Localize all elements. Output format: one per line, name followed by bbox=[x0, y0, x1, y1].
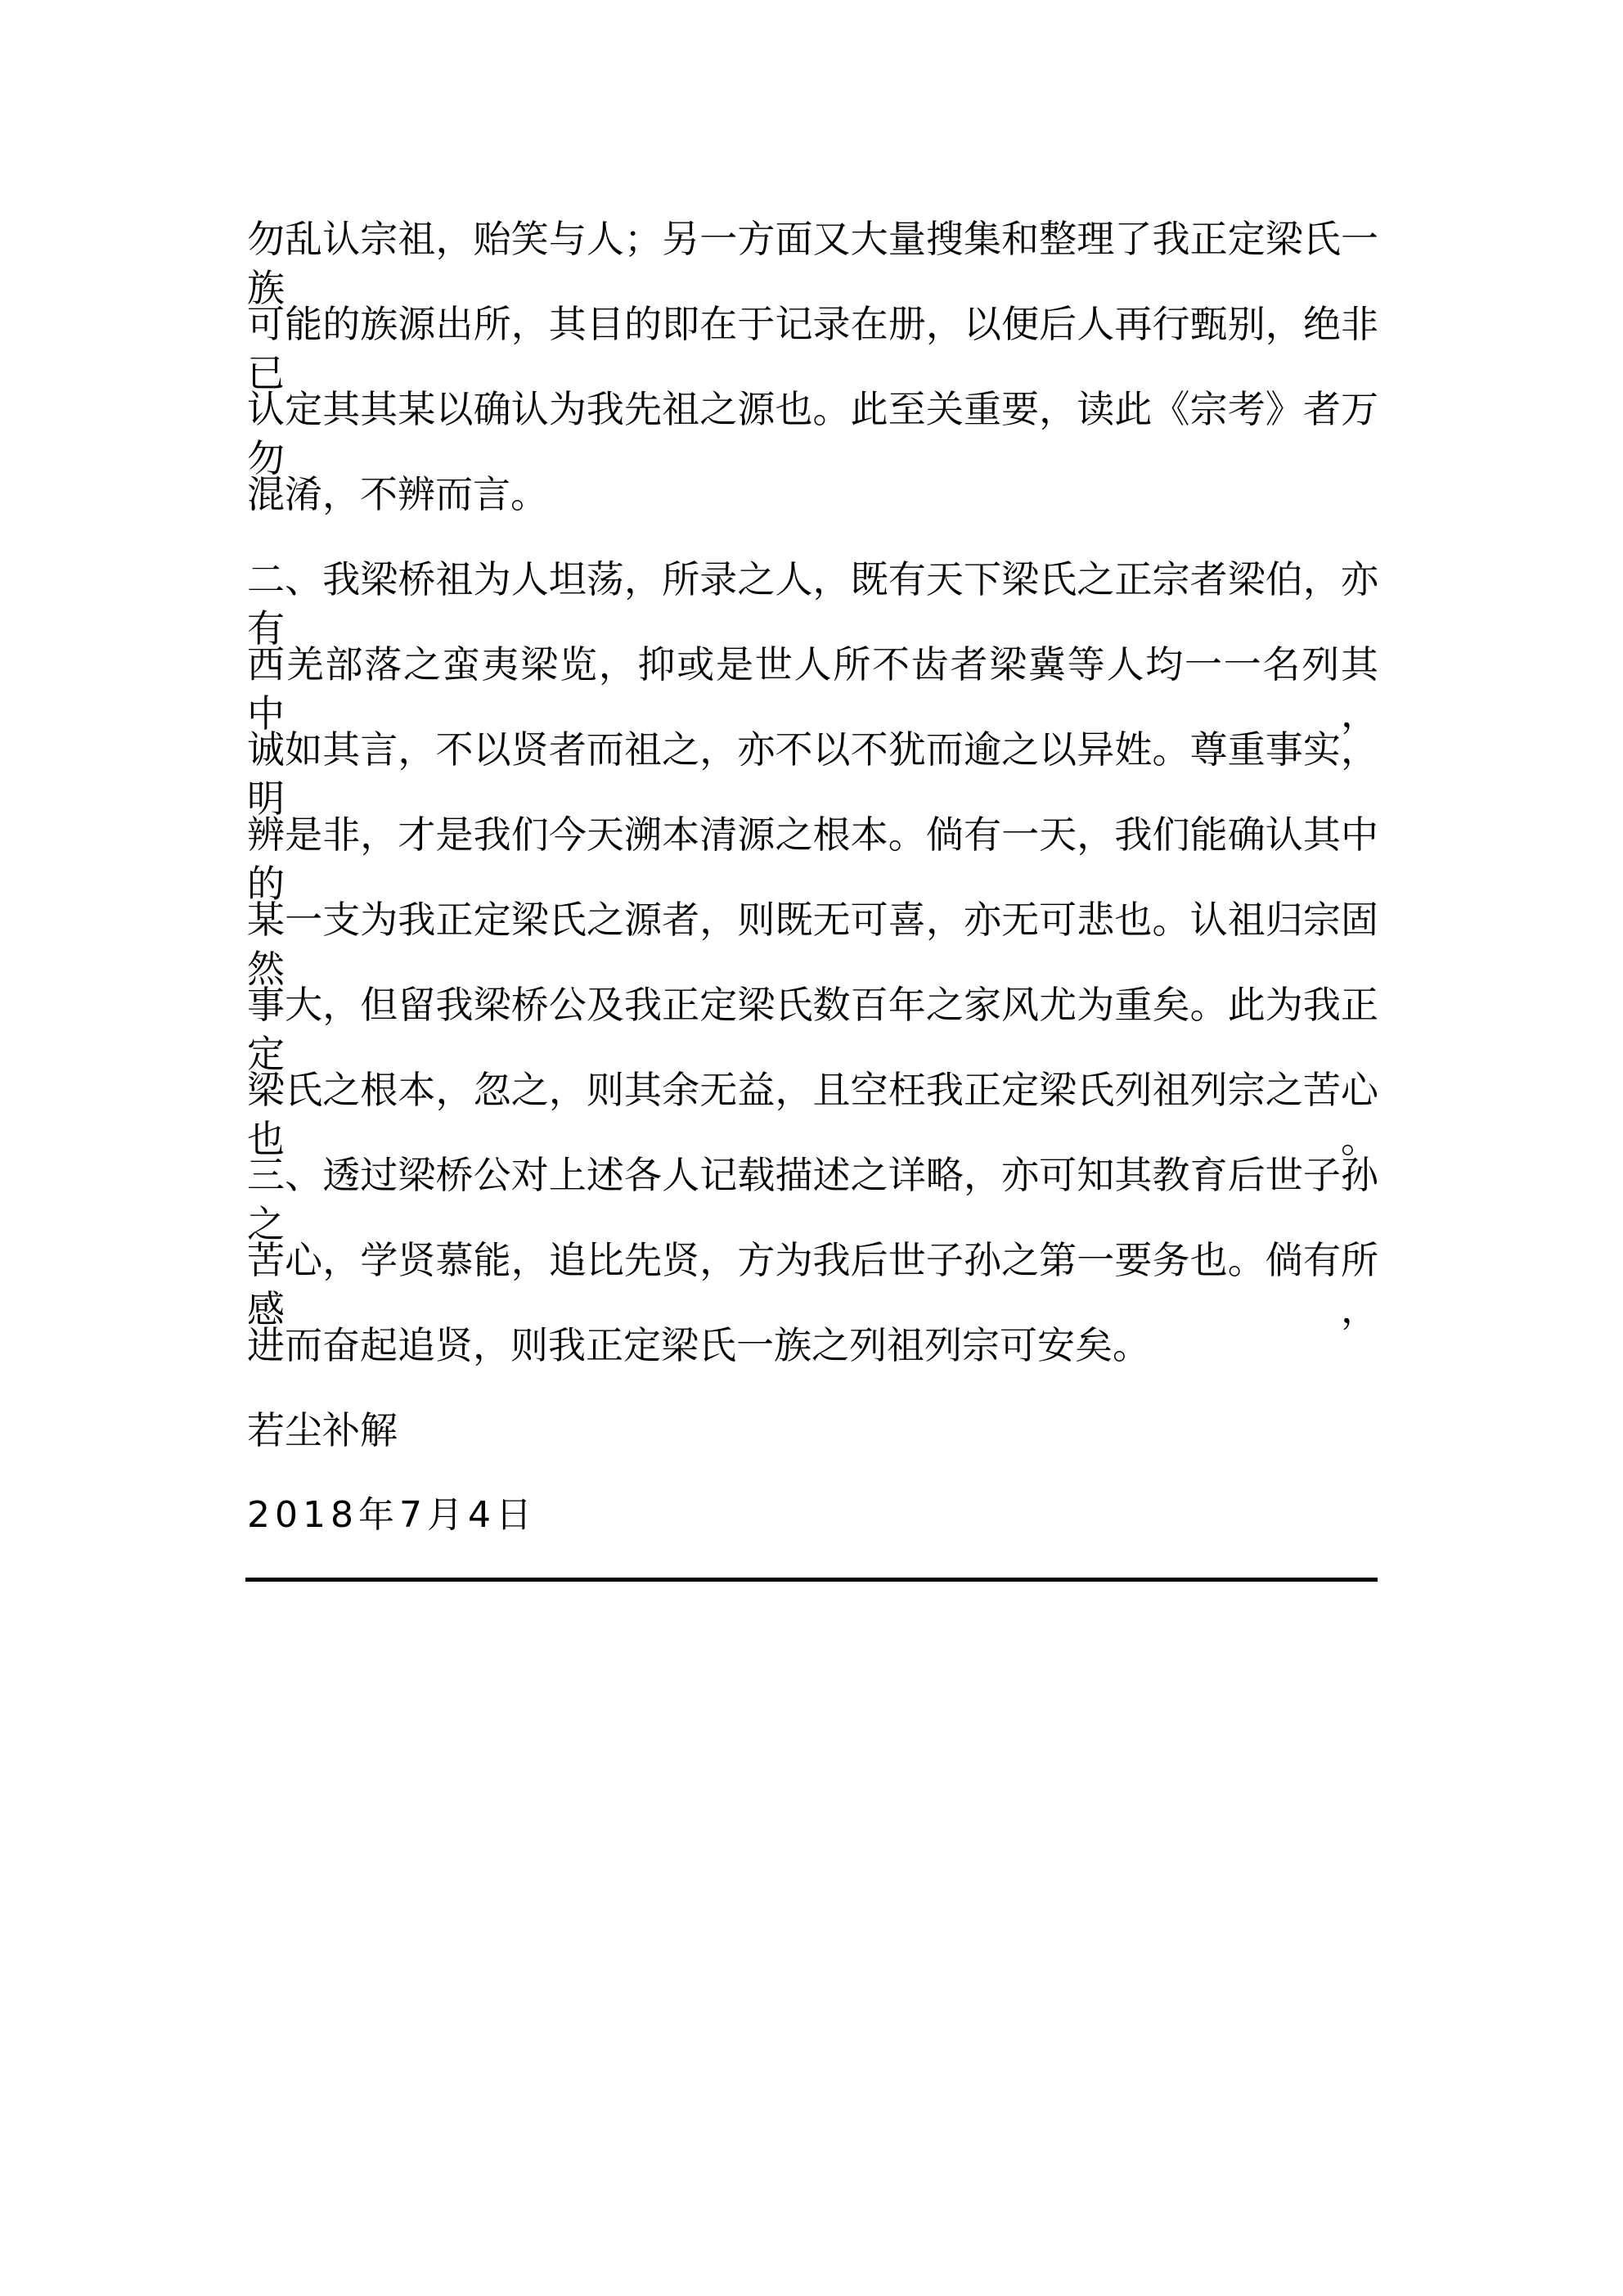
paragraph-1-line-1: 勿乱认宗祖，贻笑与人；另一方面又大量搜集和整理了我正定梁氏一族 bbox=[247, 217, 1378, 310]
horizontal-rule bbox=[245, 1578, 1378, 1582]
body-text bbox=[247, 214, 1378, 1576]
paragraph-3-line-2: 苦心，学贤慕能，追比先贤，方为我后世子孙之第一要务也。倘有所感， bbox=[247, 1238, 1378, 1331]
paragraph-2-line-4: 辨是非，才是我们今天溯本清源之根本。倘有一天，我们能确认其中的 bbox=[247, 813, 1378, 906]
paragraph-2-line-1: 二、我梁桥祖为人坦荡，所录之人，既有天下梁氏之正宗者梁伯，亦有 bbox=[247, 557, 1378, 651]
paragraph-3-line-1: 三、透过梁桥公对上述各人记载描述之详略，亦可知其教育后世子孙之 bbox=[247, 1153, 1378, 1246]
paragraph-2-line-6: 事大，但留我梁桥公及我正定梁氏数百年之家风尤为重矣。此为我正定 bbox=[247, 983, 1378, 1076]
paragraph-1-line-4: 混淆，不辨而言。 bbox=[247, 472, 548, 516]
paragraph-3-line-3: 进而奋起追贤，则我正定梁氏一族之列祖列宗可安矣。 bbox=[247, 1323, 1150, 1367]
paragraph-1-line-3: 认定其其某以确认为我先祖之源也。此至关重要，读此《宗考》者万勿 bbox=[247, 387, 1378, 480]
paragraph-2-line-2: 西羌部落之蛮夷梁览，抑或是世人所不齿者梁冀等人均一一名列其中， bbox=[247, 642, 1378, 736]
paragraph-1-line-2: 可能的族源出所，其目的即在于记录在册，以便后人再行甄别，绝非已 bbox=[247, 302, 1378, 395]
author-signature: 若尘补解 bbox=[247, 1408, 398, 1452]
document-date: 2018年7月4日 bbox=[247, 1494, 537, 1536]
paragraph-2-line-7: 梁氏之根本，忽之，则其余无益，且空枉我正定梁氏列祖列宗之苦心也。 bbox=[247, 1068, 1378, 1161]
paragraph-2-line-5: 某一支为我正定梁氏之源者，则既无可喜，亦无可悲也。认祖归宗固然 bbox=[247, 898, 1378, 991]
paragraph-2-line-3: 诚如其言，不以贤者而祖之，亦不以不犹而逾之以异姓。尊重事实，明 bbox=[247, 727, 1378, 821]
